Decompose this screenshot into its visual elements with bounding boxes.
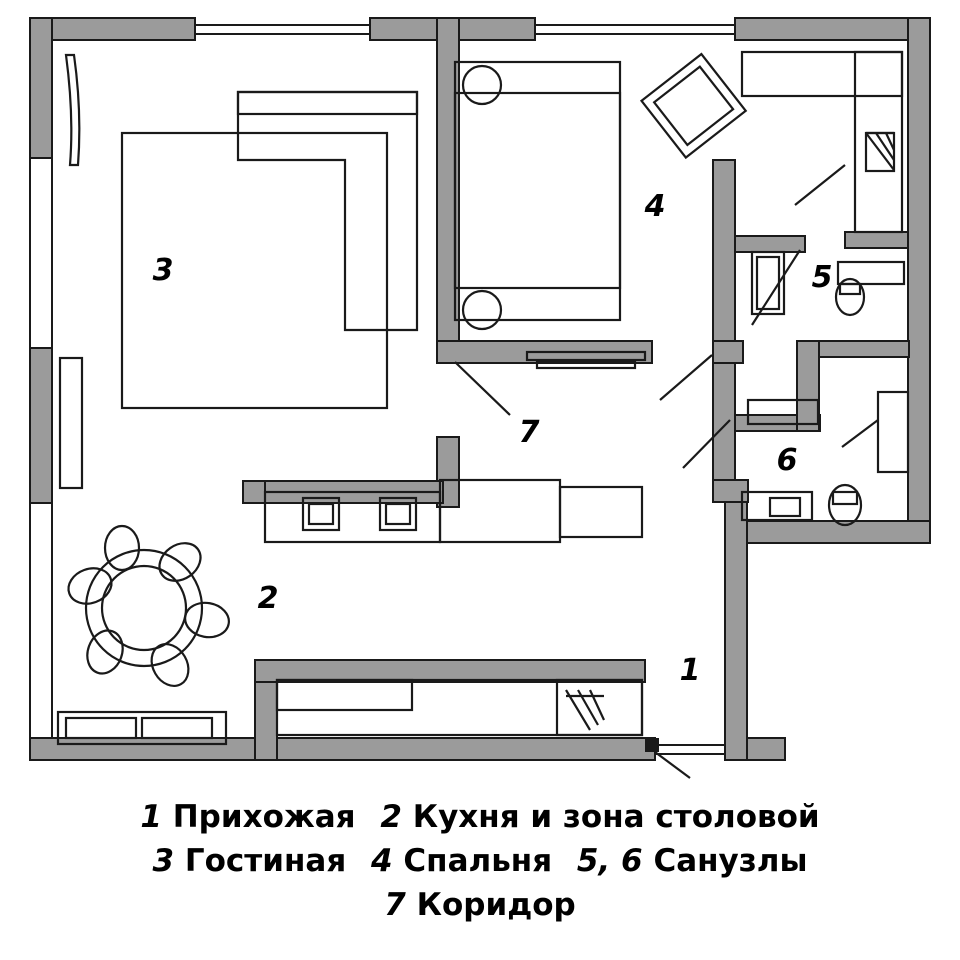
hob-burner-1-inner (309, 504, 333, 524)
wall-kitchen-counter-end (243, 481, 265, 503)
leader-5-a (660, 355, 712, 400)
armchair (642, 54, 746, 158)
dining-table (86, 550, 202, 666)
legend-number-2: 2 (380, 799, 402, 835)
wall-right (908, 18, 930, 543)
pillow-right (463, 291, 501, 329)
room-number-2: 2 (257, 581, 279, 616)
window-left-2 (30, 503, 52, 738)
sofa-back-top (238, 92, 417, 114)
hallway-radiator-box (557, 680, 642, 735)
toilet-tank-6 (833, 492, 857, 504)
furniture-group (58, 52, 908, 744)
room-number-5: 5 (811, 260, 833, 295)
legend-line-2 (0, 839, 960, 883)
bath-tub-6 (878, 392, 908, 472)
legend-number-5-6: 5, 6 (576, 843, 643, 880)
hallway-wardrobe-shelf (277, 680, 412, 710)
radiator-hatch-2 (566, 690, 604, 730)
sideboard-door-1 (66, 718, 136, 738)
leader-6-b (842, 420, 878, 447)
hob-burner-2-inner (386, 504, 410, 524)
legend-label-5-6: Санузлы (653, 843, 808, 880)
legend-label-3: Гостиная (184, 843, 347, 880)
wall-bath-left-2 (713, 363, 735, 493)
wardrobe-top-right (742, 52, 902, 96)
vanity-counter-5 (838, 262, 904, 284)
mirror-panel (66, 55, 79, 165)
legend-label-2: Кухня и зона столовой (412, 799, 820, 835)
leader-7 (455, 362, 510, 415)
window-top-2 (535, 25, 735, 34)
wall-left-mid (30, 348, 52, 503)
pillow-left (463, 66, 501, 104)
wall-top-right (735, 18, 930, 40)
room-number-7: 7 (518, 415, 540, 450)
legend-label-4: Спальня (403, 843, 553, 880)
wardrobe-left (60, 358, 82, 488)
wall-bath6-top (819, 341, 909, 357)
legend-line-1 (0, 795, 960, 839)
threshold-strip-2 (537, 362, 635, 368)
wall-bath-top-right (845, 232, 908, 248)
chair-1 (105, 526, 139, 570)
wall-bottom-mid (255, 738, 655, 760)
legend-line-3 (0, 883, 960, 927)
bed-mattress (455, 93, 620, 288)
wall-bottom-left (30, 738, 255, 760)
door-marker-1 (645, 738, 659, 752)
legend-label-1: Прихожая (172, 799, 356, 835)
walls-group (30, 18, 930, 760)
wall-corridor-stub (713, 341, 743, 363)
window-top-1 (195, 25, 370, 34)
legend (0, 795, 960, 927)
dining-table-inner (102, 566, 186, 650)
chair-3 (182, 599, 231, 640)
toilet-tank-5 (840, 284, 860, 294)
room-number-4: 4 (644, 189, 666, 224)
sink-6 (770, 498, 800, 516)
legend-number-7: 7 (384, 887, 406, 924)
leader-4-b (795, 165, 845, 205)
wall-bath-top (735, 236, 805, 252)
room-number-6: 6 (776, 443, 798, 478)
wall-right-lower-vertical (725, 480, 747, 760)
wall-hall-horizontal (255, 660, 645, 682)
sideboard-door-2 (142, 718, 212, 738)
sofa-backrest (238, 92, 417, 330)
legend-number-1: 1 (140, 799, 162, 835)
window-left-1 (30, 158, 52, 348)
radiator-hatch-1 (866, 133, 894, 170)
wall-bath-divider (797, 341, 819, 431)
bed-frame (455, 62, 620, 320)
room-number-3: 3 (152, 253, 174, 288)
legend-number-3: 3 (152, 843, 175, 880)
window-bottom (655, 745, 725, 754)
wall-bath-left-1 (713, 160, 735, 360)
wall-top-mid (370, 18, 445, 40)
wall-bottom-right-wing (725, 521, 930, 543)
wall-top-left (30, 18, 195, 40)
legend-label-7: Коридор (416, 887, 576, 924)
room-number-1: 1 (679, 653, 701, 688)
legend-number-4: 4 (371, 843, 393, 880)
leader-lines-group (455, 165, 878, 778)
leader-1 (655, 752, 690, 778)
kitchen-counter-right (560, 487, 642, 537)
wall-left-upper (30, 18, 52, 158)
